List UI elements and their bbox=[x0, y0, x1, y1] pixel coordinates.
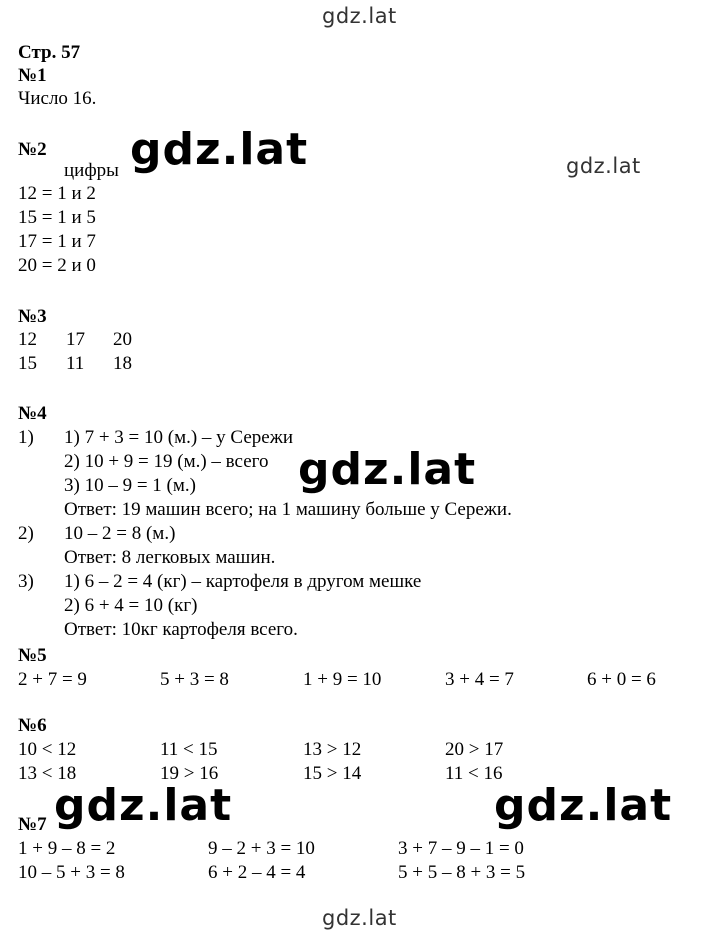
task-7-cell: 5 + 5 – 8 + 3 = 5 bbox=[398, 862, 526, 883]
task-4-line: 10 – 2 = 8 (м.) bbox=[64, 523, 176, 544]
task-4-title: №4 bbox=[18, 403, 47, 424]
task-3-cell: 18 bbox=[113, 353, 132, 374]
page-number: Стр. 57 bbox=[18, 42, 81, 63]
task-6-cell: 13 > 12 bbox=[303, 739, 362, 760]
task-6-cell: 10 < 12 bbox=[18, 739, 77, 760]
task-3-cell: 12 bbox=[18, 329, 37, 350]
task-4-part-number: 1) bbox=[18, 427, 34, 448]
task-6-cell: 11 < 16 bbox=[445, 763, 503, 784]
task-5-title: №5 bbox=[18, 645, 47, 666]
watermark-right: gdz.lat bbox=[566, 154, 641, 178]
watermark-large: gdz.lat bbox=[54, 780, 233, 831]
task-4-part-number: 3) bbox=[18, 571, 34, 592]
task-6-cell: 20 > 17 bbox=[445, 739, 504, 760]
task-6-cell: 19 > 16 bbox=[160, 763, 219, 784]
task-4-line: 2) 10 + 9 = 19 (м.) – всего bbox=[64, 451, 269, 472]
task-6-cell: 11 < 15 bbox=[160, 739, 218, 760]
watermark-top: gdz.lat bbox=[322, 4, 397, 28]
task-7-title: №7 bbox=[18, 814, 47, 835]
task-2-subtitle: цифры bbox=[64, 160, 119, 181]
task-7-cell: 10 – 5 + 3 = 8 bbox=[18, 862, 125, 883]
task-5-item: 6 + 0 = 6 bbox=[587, 669, 656, 690]
task-5-item: 3 + 4 = 7 bbox=[445, 669, 514, 690]
task-2-line: 12 = 1 и 2 bbox=[18, 183, 96, 204]
watermark-large: gdz.lat bbox=[130, 124, 309, 175]
task-4-line: 1) 7 + 3 = 10 (м.) – у Сережи bbox=[64, 427, 294, 448]
task-3-cell: 20 bbox=[113, 329, 132, 350]
task-2-line: 20 = 2 и 0 bbox=[18, 255, 96, 276]
task-4-part-number: 2) bbox=[18, 523, 34, 544]
watermark-large: gdz.lat bbox=[298, 444, 477, 495]
task-7-cell: 3 + 7 – 9 – 1 = 0 bbox=[398, 838, 524, 859]
task-2-line: 17 = 1 и 7 bbox=[18, 231, 96, 252]
task-5-item: 5 + 3 = 8 bbox=[160, 669, 229, 690]
watermark-large: gdz.lat bbox=[494, 780, 673, 831]
task-4-answer: Ответ: 8 легковых машин. bbox=[64, 547, 276, 568]
task-6-cell: 15 > 14 bbox=[303, 763, 362, 784]
task-4-answer: Ответ: 10кг картофеля всего. bbox=[64, 619, 298, 640]
task-3-cell: 15 bbox=[18, 353, 37, 374]
task-7-cell: 1 + 9 – 8 = 2 bbox=[18, 838, 116, 859]
task-2-line: 15 = 1 и 5 bbox=[18, 207, 96, 228]
task-1-title: №1 bbox=[18, 65, 47, 86]
task-4-answer: Ответ: 19 машин всего; на 1 машину больше у Сережи. bbox=[64, 499, 512, 520]
task-3-title: №3 bbox=[18, 306, 47, 327]
task-6-title: №6 bbox=[18, 715, 47, 736]
task-6-cell: 13 < 18 bbox=[18, 763, 77, 784]
task-5-item: 2 + 7 = 9 bbox=[18, 669, 87, 690]
task-4-line: 3) 10 – 9 = 1 (м.) bbox=[64, 475, 196, 496]
task-7-cell: 9 – 2 + 3 = 10 bbox=[208, 838, 315, 859]
task-2-title: №2 bbox=[18, 139, 47, 160]
task-4-line: 2) 6 + 4 = 10 (кг) bbox=[64, 595, 198, 616]
task-4-line: 1) 6 – 2 = 4 (кг) – картофеля в другом мешке bbox=[64, 571, 422, 592]
task-1-answer: Число 16. bbox=[18, 88, 97, 109]
watermark-bottom: gdz.lat bbox=[322, 906, 397, 930]
task-3-cell: 17 bbox=[66, 329, 85, 350]
task-5-item: 1 + 9 = 10 bbox=[303, 669, 382, 690]
task-3-cell: 11 bbox=[66, 353, 85, 374]
task-7-cell: 6 + 2 – 4 = 4 bbox=[208, 862, 306, 883]
